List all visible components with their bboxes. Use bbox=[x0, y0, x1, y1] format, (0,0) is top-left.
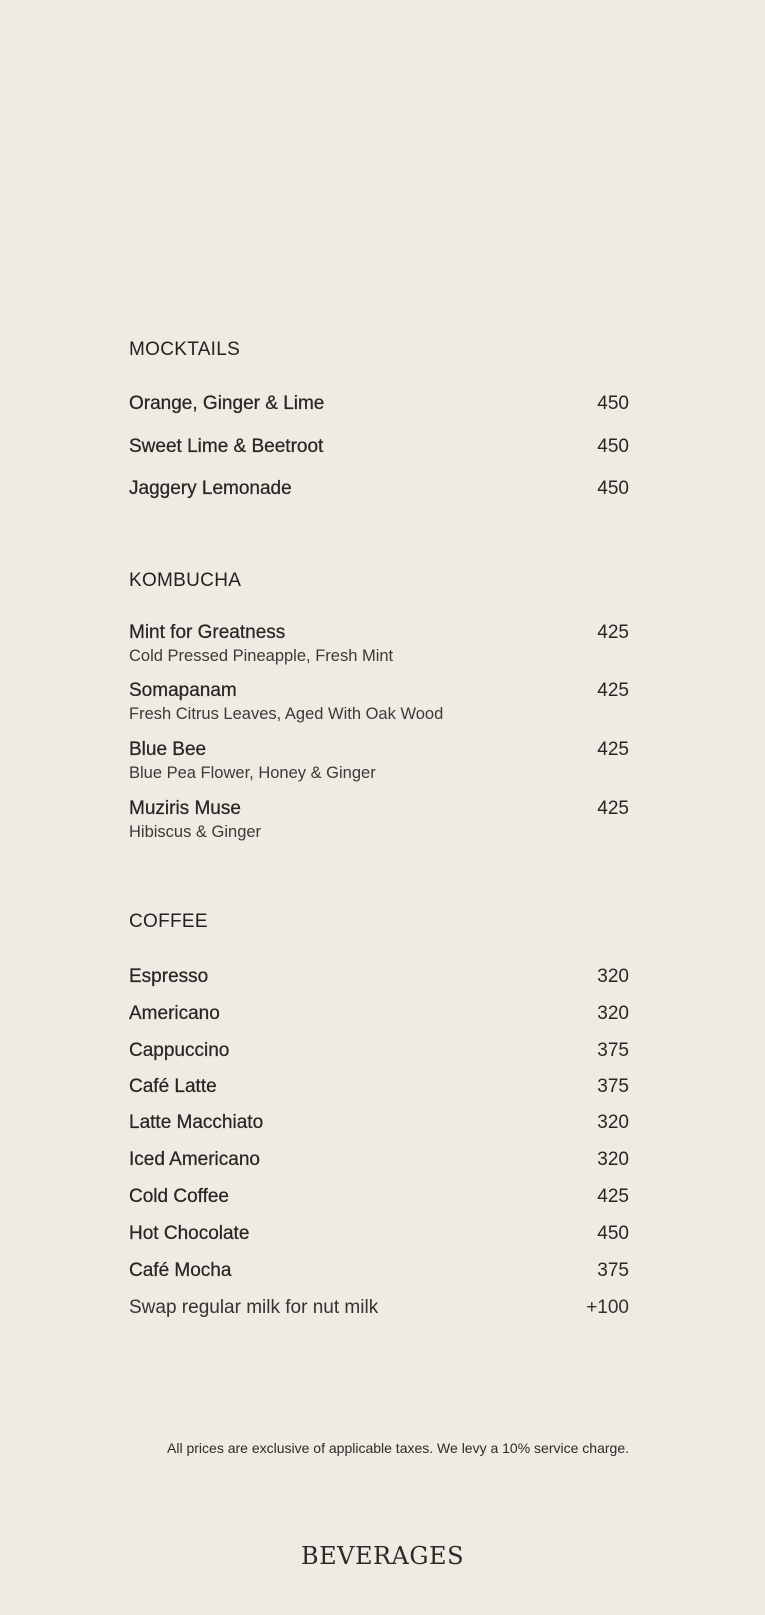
item-price: 425 bbox=[597, 622, 629, 643]
item-name: Orange, Ginger & Lime bbox=[129, 393, 325, 414]
item-price: 425 bbox=[597, 680, 629, 701]
item-description: Cold Pressed Pineapple, Fresh Mint bbox=[129, 647, 394, 665]
item-name: Americano bbox=[129, 1003, 220, 1024]
tax-note: All prices are exclusive of applicable taxes. We levy a 10% service charge. bbox=[167, 1440, 629, 1456]
item-price: 320 bbox=[597, 1149, 629, 1170]
item-name: Café Latte bbox=[129, 1076, 217, 1097]
item-price: 320 bbox=[597, 966, 629, 987]
item-price: +100 bbox=[586, 1297, 629, 1318]
item-name: Cappuccino bbox=[129, 1040, 230, 1061]
section-title: COFFEE bbox=[129, 911, 208, 932]
item-name: Cold Coffee bbox=[129, 1186, 229, 1207]
item-price: 450 bbox=[597, 393, 629, 414]
item-name: Espresso bbox=[129, 966, 209, 987]
item-price: 425 bbox=[597, 739, 629, 760]
item-name: Jaggery Lemonade bbox=[129, 478, 292, 499]
item-name: Blue Bee bbox=[129, 739, 207, 760]
item-price: 425 bbox=[597, 798, 629, 819]
item-name: Iced Americano bbox=[129, 1149, 260, 1170]
item-name: Sweet Lime & Beetroot bbox=[129, 436, 324, 457]
item-name: Mint for Greatness bbox=[129, 622, 286, 643]
item-price: 375 bbox=[597, 1076, 629, 1097]
item-price: 450 bbox=[597, 478, 629, 499]
item-price: 320 bbox=[597, 1112, 629, 1133]
item-name: Somapanam bbox=[129, 680, 237, 701]
item-price: 320 bbox=[597, 1003, 629, 1024]
footer-title: BEVERAGES bbox=[300, 1542, 465, 1570]
item-name: Hot Chocolate bbox=[129, 1223, 250, 1244]
item-price: 450 bbox=[597, 436, 629, 457]
item-price: 425 bbox=[597, 1186, 629, 1207]
item-description: Fresh Citrus Leaves, Aged With Oak Wood bbox=[129, 705, 444, 723]
item-price: 450 bbox=[597, 1223, 629, 1244]
item-description: Blue Pea Flower, Honey & Ginger bbox=[129, 764, 376, 782]
item-description: Hibiscus & Ginger bbox=[129, 823, 262, 841]
section-title: KOMBUCHA bbox=[129, 570, 242, 591]
item-name: Café Mocha bbox=[129, 1260, 232, 1281]
item-name: Swap regular milk for nut milk bbox=[129, 1297, 379, 1318]
item-name: Muziris Muse bbox=[129, 798, 241, 819]
item-price: 375 bbox=[597, 1260, 629, 1281]
item-price: 375 bbox=[597, 1040, 629, 1061]
item-name: Latte Macchiato bbox=[129, 1112, 264, 1133]
section-title: MOCKTAILS bbox=[129, 339, 241, 360]
